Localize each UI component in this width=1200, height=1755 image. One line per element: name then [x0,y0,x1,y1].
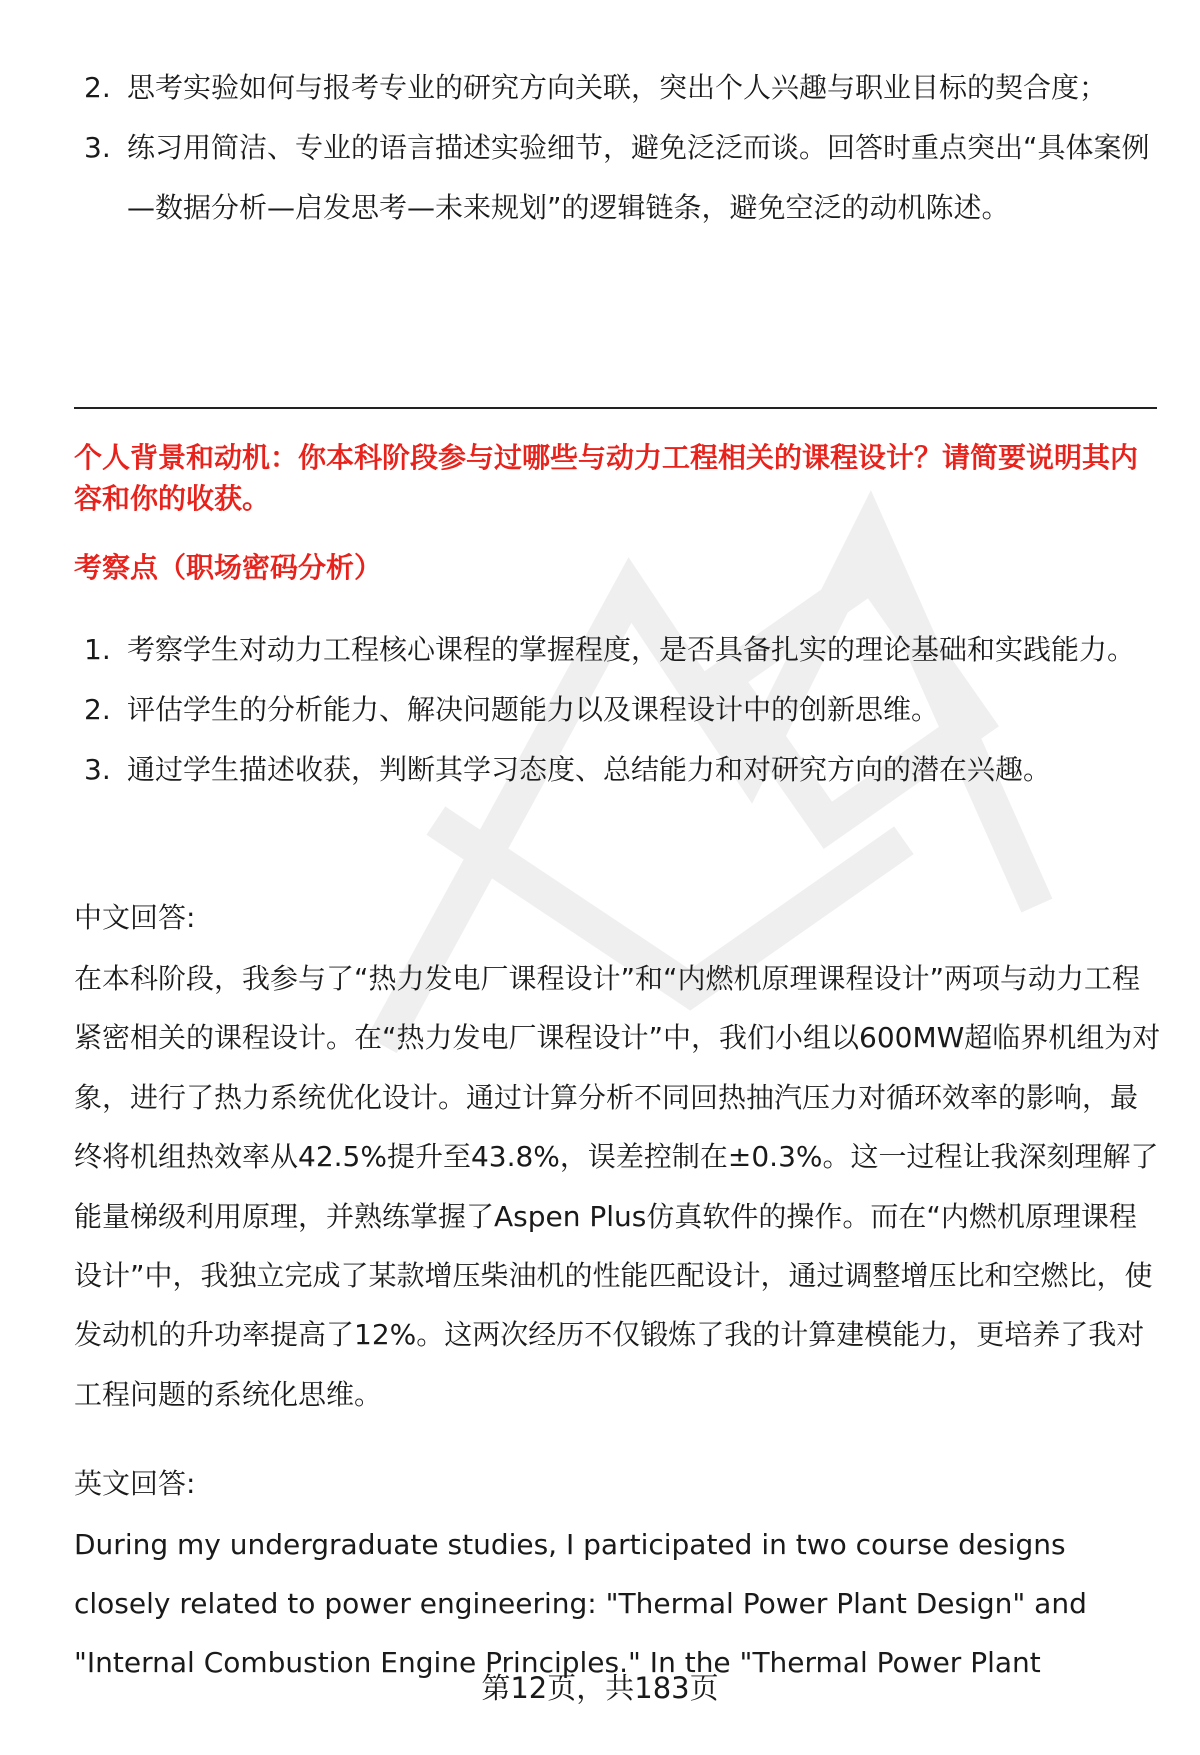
list-text: 思考实验如何与报考专业的研究方向关联，突出个人兴趣与职业目标的契合度； [127,71,1108,104]
list-number: 3. [84,131,111,164]
list-number: 3. [84,753,111,786]
english-answer-text: During my undergraduate studies, I participated in two course designs closely related to power engineering: "Thermal Power Plant Design" and "Internal Combustion Engine Principles." In the "Thermal Power Plant [74,1528,1087,1679]
list-text: 评估学生的分析能力、解决问题能力以及课程设计中的创新思维。 [127,693,940,726]
list-item [74,680,1154,740]
english-answer-label: 英文回答: [74,1467,196,1500]
list-item [74,58,1154,118]
list-item [74,118,1154,238]
continued-tips-list [74,58,1154,238]
section-divider [74,407,1157,409]
list-item [74,740,1154,800]
assessment-points-list [74,620,1154,800]
chinese-answer-label: 中文回答: [74,901,196,934]
list-text: 通过学生描述收获，判断其学习态度、总结能力和对研究方向的潜在兴趣。 [127,753,1052,786]
list-number: 1. [84,633,111,666]
list-number: 2. [84,693,111,726]
question-heading: 个人背景和动机：你本科阶段参与过哪些与动力工程相关的课程设计？请简要说明其内容和你的收获。 [74,441,1139,515]
list-number: 2. [84,71,111,104]
chinese-answer-text: 在本科阶段，我参与了“热力发电厂课程设计”和“内燃机原理课程设计”两项与动力工程紧密相关的课程设计。在“热力发电厂课程设计”中，我们小组以600MW超临界机组为对象，进行了热力系统优化设计。通过计算分析不同回热抽汽压力对循环效率的影响，最终将机组热效率从42.5%提升至43.8%，误差控制在±0.3%。这一过程让我深刻理解了能量梯级利用原理，并熟练掌握了Aspen Plus仿真软件的操作。而在“内燃机原理课程设计”中，我独立完成了某款增压柴油机的性能匹配设计，通过调整增压比和空燃比，使发动机的升功率提高了12%。这两次经历不仅锻炼了我的计算建模能力，更培养了我对工程问题的系统化思维。 [74,962,1161,1411]
list-text: 考察学生对动力工程核心课程的掌握程度，是否具备扎实的理论基础和实践能力。 [127,633,1136,666]
assessment-points-heading: 考察点（职场密码分析） [74,551,383,584]
list-text: 练习用简洁、专业的语言描述实验细节，避免泛泛而谈。回答时重点突出“具体案例—数据分析—启发思考—未来规划”的逻辑链条，避免空泛的动机陈述。 [127,131,1150,224]
page-number-footer: 第12页，共183页 [481,1671,719,1705]
list-item [74,620,1154,680]
